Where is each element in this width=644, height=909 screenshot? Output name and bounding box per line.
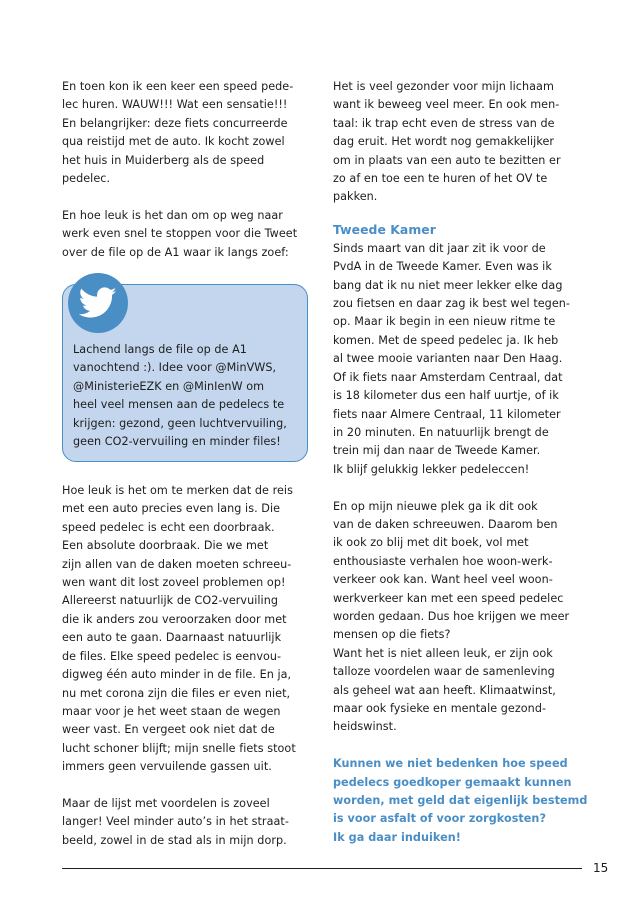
text-line: digweg één auto minder in de file. En ja,: [62, 668, 292, 682]
text-line: pedelec.: [62, 172, 111, 186]
tweet-text: [73, 341, 307, 451]
text-line: heel veel mensen aan de pedelecs te: [73, 398, 285, 412]
text-line: heidswinst.: [333, 720, 397, 734]
text-line: op. Maar ik begin in een nieuw ritme te: [333, 315, 556, 329]
text-line: die ik anders zou veroorzaken door met: [62, 612, 287, 626]
text-line: Maar de lijst met voordelen is zoveel: [62, 796, 270, 810]
text-line: worden, met geld dat eigenlijk bestemd: [333, 794, 588, 807]
text-line: @MinisterieEZK en @MinIenW om: [73, 379, 265, 393]
paragraph: [62, 795, 314, 850]
text-line: nu met corona zijn die files er even niet,: [62, 686, 291, 700]
text-line: werk even snel te stoppen voor die Tweet: [62, 227, 298, 241]
text-line: van de daken schreeuwen. Daarom ben: [333, 517, 558, 531]
text-line: Allereerst natuurlijk de CO2-vervuiling: [62, 594, 279, 608]
text-line: met een auto precies even lang is. Die: [62, 502, 281, 516]
text-line: pedelecs goedkoper gemaakt kunnen: [333, 775, 572, 789]
text-line: PvdA in de Tweede Kamer. Even was ik: [333, 260, 552, 274]
paragraph: [333, 78, 587, 207]
text-line: beeld, zowel in de stad als in mijn dorp.: [62, 833, 287, 847]
text-line: zo af en toe een te huren of het OV te: [333, 172, 548, 186]
text-line: verkeer ook kan. Want heel veel woon-: [333, 573, 553, 587]
text-line: Het is veel gezonder voor mijn lichaam: [333, 80, 554, 93]
text-line: geen CO2-vervuiling en minder files!: [73, 435, 281, 449]
text-line: langer! Veel minder auto’s in het straat-: [62, 815, 289, 829]
text-line: En op mijn nieuwe plek ga ik dit ook: [333, 499, 538, 513]
tweet-box: [62, 284, 308, 462]
text-line: Of ik fiets naar Amsterdam Centraal, dat: [333, 370, 563, 384]
tweet-badge: [68, 273, 128, 333]
text-line: werkverkeer kan met een speed pedelec: [333, 591, 564, 605]
text-line: maar ook fysieke en mentale gezond-: [333, 701, 547, 715]
text-line: Want het is niet alleen leuk, er zijn ook: [333, 646, 553, 660]
right-column: [333, 78, 587, 847]
text-line: is 18 kilometer dus een half uurtje, of ik: [333, 389, 559, 403]
text-line: fiets naar Almere Centraal, 11 kilometer: [333, 407, 561, 421]
text-line: om in plaats van een auto te bezitten er: [333, 153, 561, 167]
text-line: een auto te gaan. Daarnaast natuurlijk: [62, 631, 282, 645]
twitter-bird-icon: [79, 287, 117, 319]
text-line: trein mij dan naar de Tweede Kamer.: [333, 444, 541, 458]
section-heading: Tweede Kamer: [333, 221, 436, 237]
paragraph: [333, 240, 587, 479]
text-line: al twee mooie varianten naar Den Haag.: [333, 352, 563, 366]
paragraph: [62, 207, 314, 262]
text-line: speed pedelec is echt een doorbraak.: [62, 520, 275, 534]
text-line: krijgen: gezond, geen luchtvervuiling,: [73, 416, 287, 430]
text-line: qua reistijd met de auto. Ik kocht zowel: [62, 135, 285, 149]
text-line: Ik blijf gelukkig lekker pedeleccen!: [333, 462, 530, 476]
paragraph: [333, 498, 587, 737]
text-line: En belangrijker: deze fiets concurreerde: [62, 116, 288, 130]
text-line: als geheel wat aan heeft. Klimaatwinst,: [333, 683, 556, 697]
text-line: taal: ik trap echt even de stress van de: [333, 116, 555, 130]
text-line: mensen op die fiets?: [333, 628, 451, 642]
text-line: lucht schoner blijft; mijn snelle fiets stoot: [62, 741, 296, 755]
text-line: talloze voordelen waar de samenleving: [333, 665, 555, 679]
text-line: is voor asfalt of voor zorgkosten?: [333, 812, 546, 826]
text-line: het huis in Muiderberg als de speed: [62, 153, 265, 167]
text-line: lec huren. WAUW!!! Wat een sensatie!!!: [62, 98, 288, 112]
text-line: wen want dit lost zoveel problemen op!: [62, 576, 286, 590]
paragraph: [62, 482, 314, 777]
text-line: Kunnen we niet bedenken hoe speed: [333, 757, 568, 771]
text-line: in 20 minuten. En natuurlijk brengt de: [333, 425, 549, 439]
text-line: pakken.: [333, 190, 378, 204]
text-line: de files. Elke speed pedelec is eenvou-: [62, 649, 282, 663]
text-line: worden gedaan. Dus hoe krijgen we meer: [333, 609, 570, 623]
closing-callout: [333, 755, 587, 847]
text-line: Hoe leuk is het om te merken dat de reis: [62, 484, 293, 498]
text-line: maar voor je het weet staan de wegen: [62, 704, 281, 718]
text-line: Sinds maart van dit jaar zit ik voor de: [333, 241, 546, 255]
text-line: dag eruit. Het wordt nog gemakkelijker: [333, 135, 555, 149]
text-line: bang dat ik nu niet meer lekker elke dag: [333, 278, 563, 292]
text-line: En toen kon ik een keer een speed pede-: [62, 80, 294, 93]
text-line: vanochtend :). Idee voor @MinVWS,: [73, 361, 277, 375]
paragraph: [62, 78, 314, 188]
text-line: immers geen vervuilende gassen uit.: [62, 760, 272, 774]
text-line: komen. Met de speed pedelec ja. Ik heb: [333, 333, 559, 347]
text-line: over de file op de A1 waar ik langs zoef:: [62, 245, 289, 259]
text-line: Lachend langs de file op de A1: [73, 343, 247, 357]
text-line: En hoe leuk is het dan om op weg naar: [62, 208, 283, 222]
page-number: 15: [593, 861, 609, 875]
text-line: zou fietsen en daar zag ik best wel tegen-: [333, 297, 570, 311]
text-line: ik ook zo blij met dit boek, vol met: [333, 536, 529, 550]
text-line: enthousiaste verhalen hoe woon-werk-: [333, 554, 553, 568]
text-line: zijn allen van de daken moeten schreeu-: [62, 557, 292, 571]
text-line: Een absolute doorbraak. Die we met: [62, 539, 269, 553]
text-line: weer vast. En vergeet ook niet dat de: [62, 723, 275, 737]
text-line: want ik beweeg veel meer. En ook men-: [333, 98, 560, 112]
left-column: [62, 78, 314, 850]
text-line: Ik ga daar induiken!: [333, 830, 461, 844]
footer-rule: [62, 868, 582, 869]
